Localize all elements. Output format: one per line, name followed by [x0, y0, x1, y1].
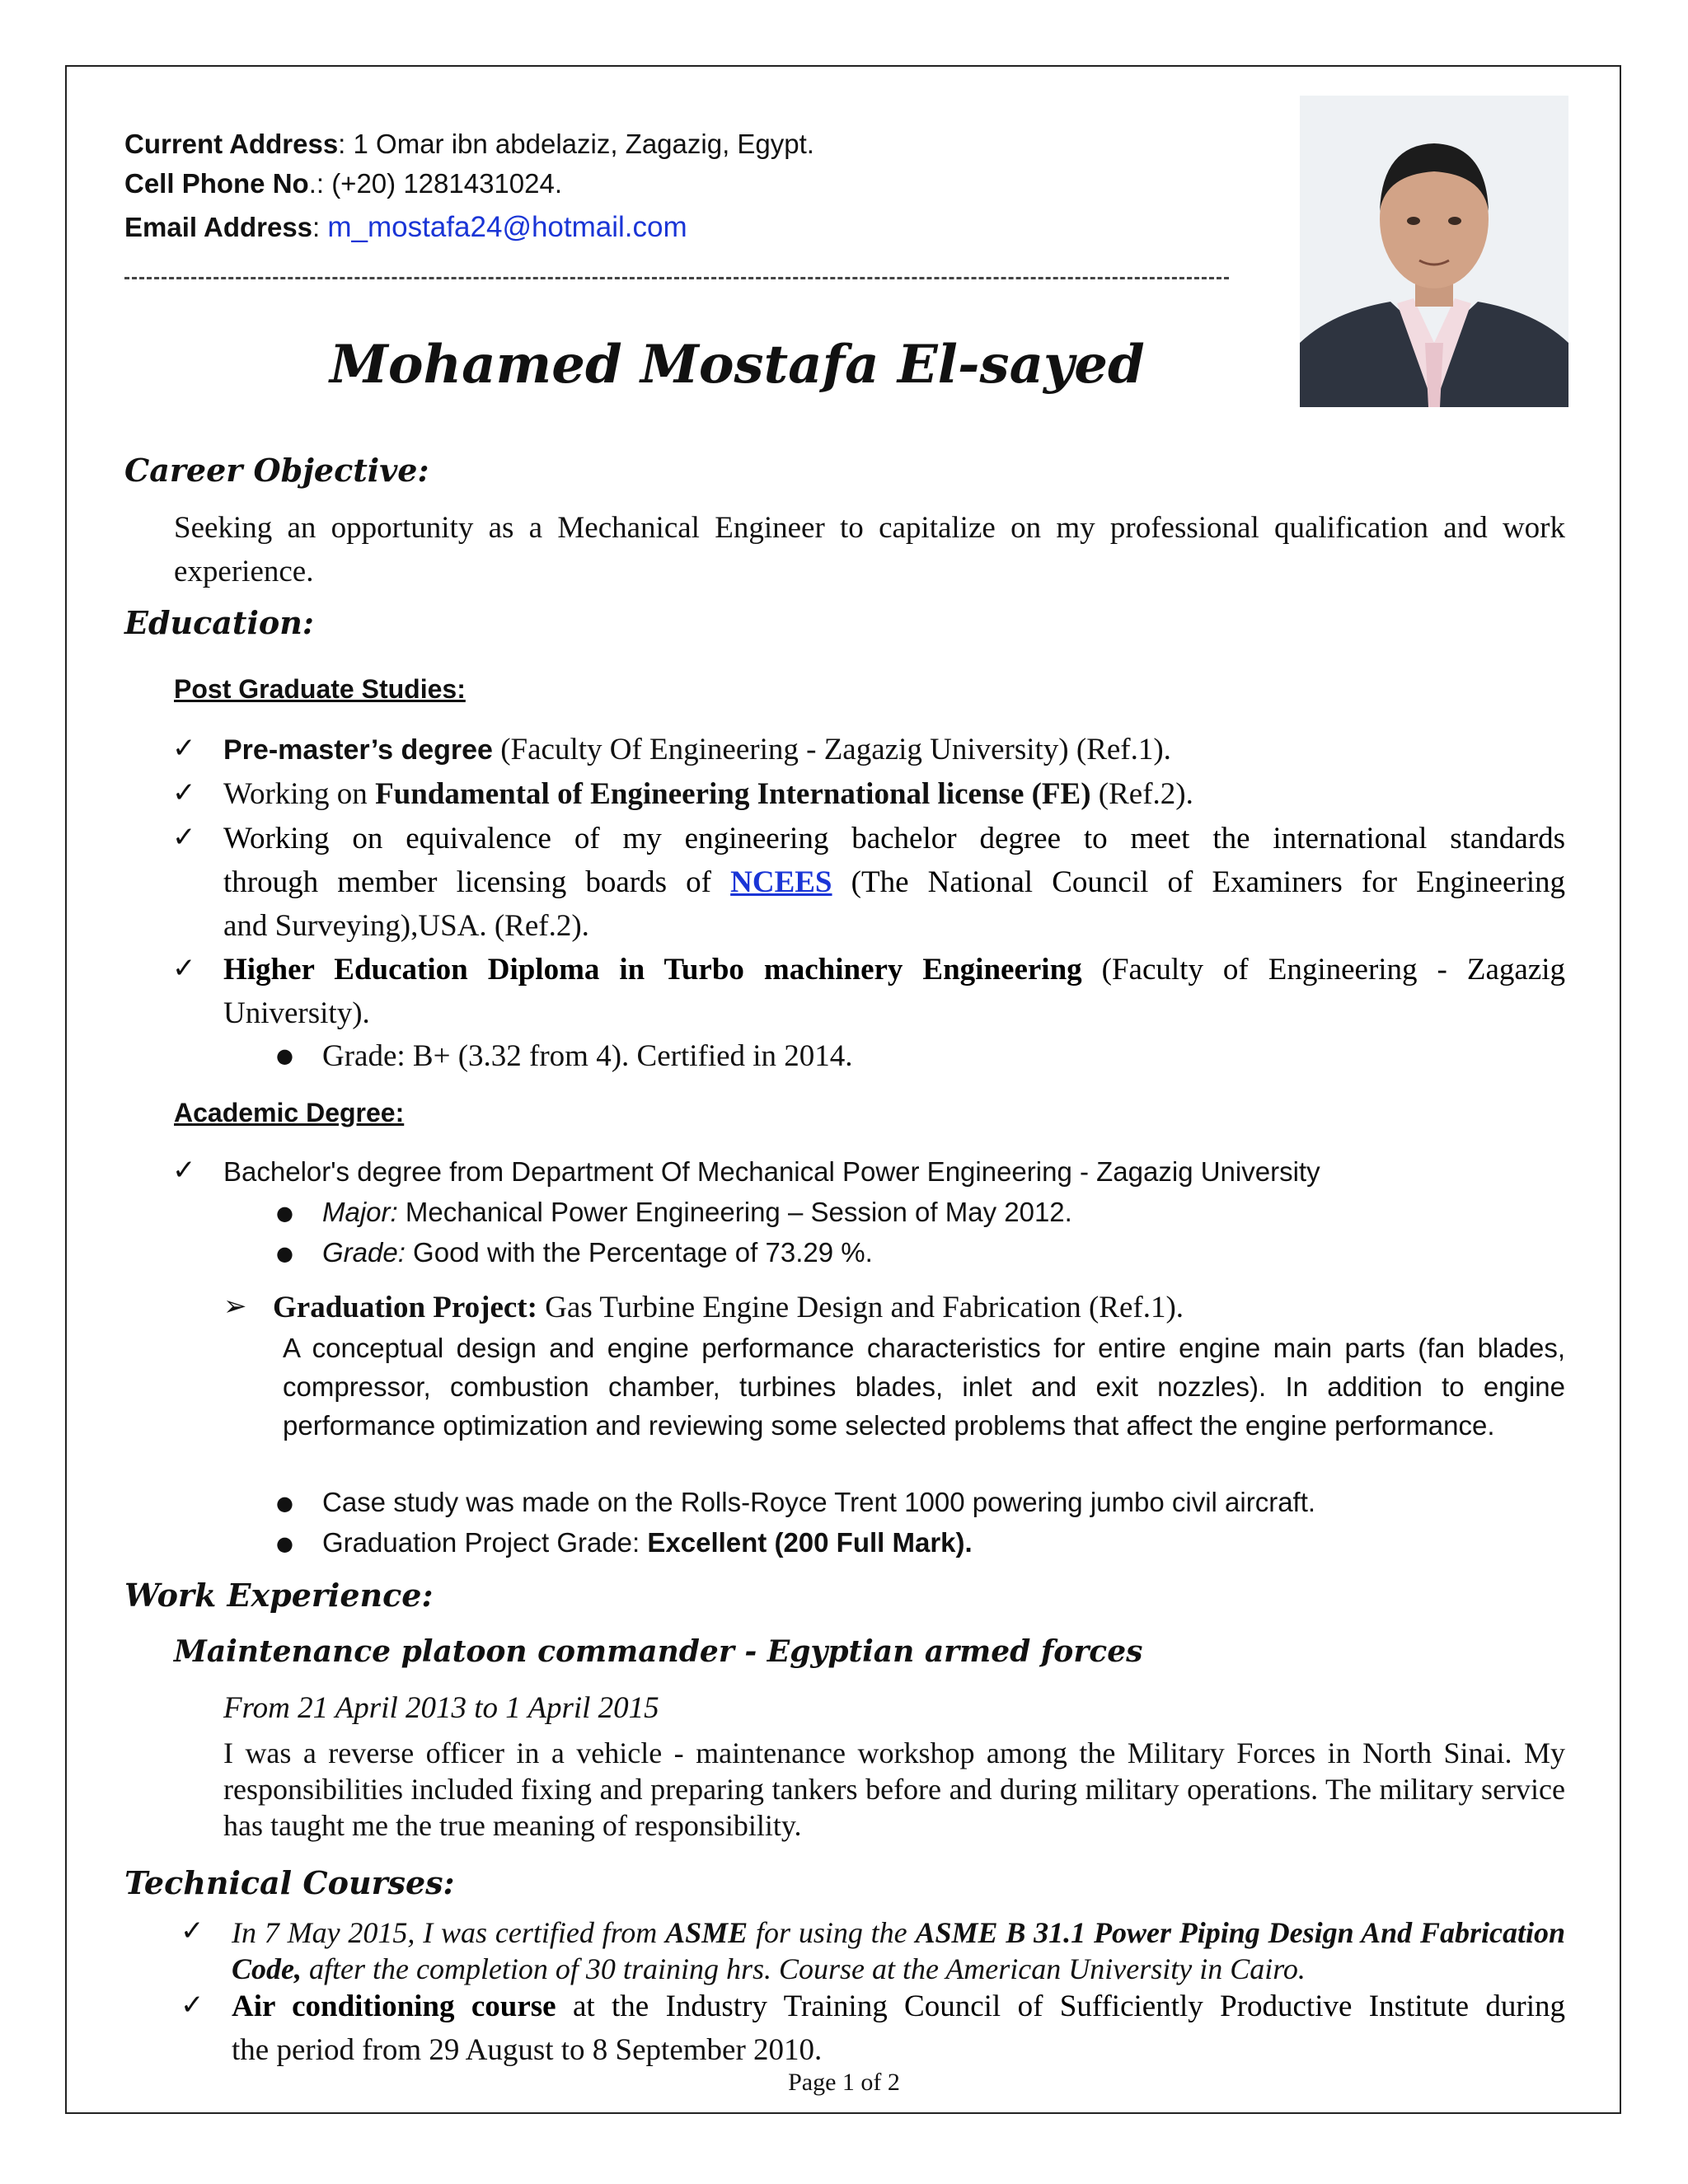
- checkmark-icon: ✓: [181, 1989, 204, 2022]
- checkmark-icon: ✓: [172, 732, 196, 765]
- ac-detail: at the Industry Training Council of Sufficiently Productive Institute during: [556, 1990, 1565, 2023]
- email-separator: :: [312, 212, 328, 242]
- asme-text-3: after the completion of 30 training hrs. Course at the American University in Cairo.: [302, 1952, 1306, 1985]
- diploma-line-2: University).: [223, 996, 370, 1030]
- phone-line: [124, 168, 562, 199]
- premaster-title: Pre-master’s degree: [223, 734, 493, 766]
- phone-label: Cell Phone No: [124, 168, 309, 199]
- major-item: [322, 1197, 1072, 1228]
- diploma-detail: (Faculty of Engineering - Zagazig: [1081, 953, 1565, 987]
- phone-value: .: (+20) 1281431024.: [308, 168, 563, 199]
- diploma-grade: Grade: B+ (3.32 from 4). Certified in 2014.: [322, 1039, 853, 1073]
- ncees-line-1: Working on equivalence of my engineering bachelor degree to meet the international standards: [223, 822, 1565, 855]
- fe-item: [223, 776, 1193, 812]
- courses-heading: Technical Courses:: [124, 1864, 455, 1901]
- premaster-detail: (Faculty Of Engineering - Zagazig University) (Ref.1).: [492, 733, 1171, 766]
- fe-pre: Working on: [223, 777, 376, 811]
- page-number: Page 1 of 2: [788, 2069, 900, 2096]
- premaster-item: [223, 732, 1171, 767]
- job-title: Maintenance platoon commander - Egyptian armed forces: [174, 1634, 1143, 1669]
- bullet-icon: ●: [276, 1242, 293, 1265]
- academic-heading: Academic Degree:: [174, 1098, 405, 1127]
- asme-text-2: for using the: [748, 1916, 916, 1949]
- checkmark-icon: ✓: [181, 1915, 204, 1947]
- checkmark-icon: ✓: [172, 821, 196, 854]
- project-item: [273, 1290, 1184, 1325]
- project-detail: Gas Turbine Engine Design and Fabrication (Ref.1).: [537, 1291, 1184, 1324]
- ncees-pre: through member licensing boards of: [223, 865, 731, 899]
- address-value: : 1 Omar ibn abdelaziz, Zagazig, Egypt.: [338, 129, 814, 159]
- arrow-bullet-icon: ➢: [223, 1290, 247, 1323]
- candidate-name: Mohamed Mostafa El-sayed: [330, 334, 1145, 396]
- ncees-post: (The National Council of Examiners for Engineering: [832, 865, 1565, 899]
- divider: [124, 277, 1229, 279]
- project-grade-label: Graduation Project Grade:: [322, 1527, 648, 1558]
- email-line: [124, 211, 687, 244]
- address-line: [124, 129, 814, 160]
- major-label: Major:: [322, 1197, 398, 1227]
- job-description: I was a reverse officer in a vehicle - maintenance workshop among the Military Forces in North Sinai. My responsibilities included fixing and preparing tankers before and during military operations. The military service has taught me the true meaning of responsibility.: [223, 1736, 1565, 1842]
- asme-course: [232, 1915, 1565, 1987]
- project-description: A conceptual design and engine performance characteristics for entire engine main parts (fan blades, compressor, combustion chamber, turbines blades, inlet and exit nozzles). In addition to engine performance optimization and reviewing some selected problems that affect the engine performance.: [283, 1333, 1565, 1441]
- bullet-icon: ●: [276, 1492, 293, 1515]
- grade-value: Good with the Percentage of 73.29 %.: [405, 1237, 873, 1268]
- fe-post: (Ref.2).: [1090, 777, 1193, 811]
- ac-line-2: the period from 29 August to 8 September 2010.: [232, 2033, 823, 2067]
- ncees-line-3: and Surveying),USA. (Ref.2).: [223, 909, 589, 943]
- project-title: Graduation Project:: [273, 1291, 537, 1324]
- objective-text: Seeking an opportunity as a Mechanical Engineer to capitalize on my professional qualification and work experience.: [174, 511, 1565, 588]
- job-dates: From 21 April 2013 to 1 April 2015: [223, 1691, 659, 1725]
- grade-item: [322, 1237, 873, 1268]
- project-grade-item: [322, 1527, 973, 1558]
- asme-code: ASME B 31.1 Power Piping Design And: [915, 1916, 1413, 1949]
- checkmark-icon: ✓: [172, 952, 196, 985]
- address-label: Current Address: [124, 129, 339, 159]
- project-grade-value: Excellent (200 Full Mark).: [647, 1527, 973, 1558]
- case-study-item: Case study was made on the Rolls-Royce Trent 1000 powering jumbo civil aircraft.: [322, 1487, 1316, 1517]
- fe-title: Fundamental of Engineering International license (FE): [375, 777, 1091, 811]
- bullet-icon: ●: [276, 1044, 293, 1067]
- bullet-icon: ●: [276, 1202, 293, 1225]
- grade-label: Grade:: [322, 1237, 406, 1268]
- objective-heading: Career Objective:: [124, 452, 429, 489]
- bachelor-item: Bachelor's degree from Department Of Mechanical Power Engineering - Zagazig University: [223, 1156, 1320, 1187]
- ncees-line-2: [223, 865, 1565, 900]
- ac-title: Air conditioning course: [232, 1990, 556, 2023]
- checkmark-icon: ✓: [172, 1154, 196, 1187]
- asme-org: ASME: [665, 1916, 748, 1949]
- postgrad-heading: Post Graduate Studies:: [174, 674, 466, 704]
- bullet-icon: ●: [276, 1532, 293, 1555]
- asme-text-1: In 7 May 2015, I was certified from: [232, 1916, 666, 1949]
- asme-code-2: Fabrication Code,: [232, 1916, 1566, 1985]
- email-label: Email Address: [124, 212, 313, 242]
- profile-photo: [1300, 96, 1568, 407]
- diploma-title: Higher Education Diploma in Turbo machinery Engineering: [223, 953, 1082, 987]
- checkmark-icon: ✓: [172, 776, 196, 809]
- diploma-item: [223, 952, 1565, 987]
- ac-course: [232, 1989, 1565, 2024]
- work-heading: Work Experience:: [124, 1577, 434, 1614]
- ncees-link[interactable]: NCEES: [730, 865, 832, 899]
- major-value: Mechanical Power Engineering – Session of May 2012.: [397, 1197, 1072, 1227]
- email-link[interactable]: m_mostafa24@hotmail.com: [327, 211, 687, 243]
- education-heading: Education:: [124, 604, 314, 641]
